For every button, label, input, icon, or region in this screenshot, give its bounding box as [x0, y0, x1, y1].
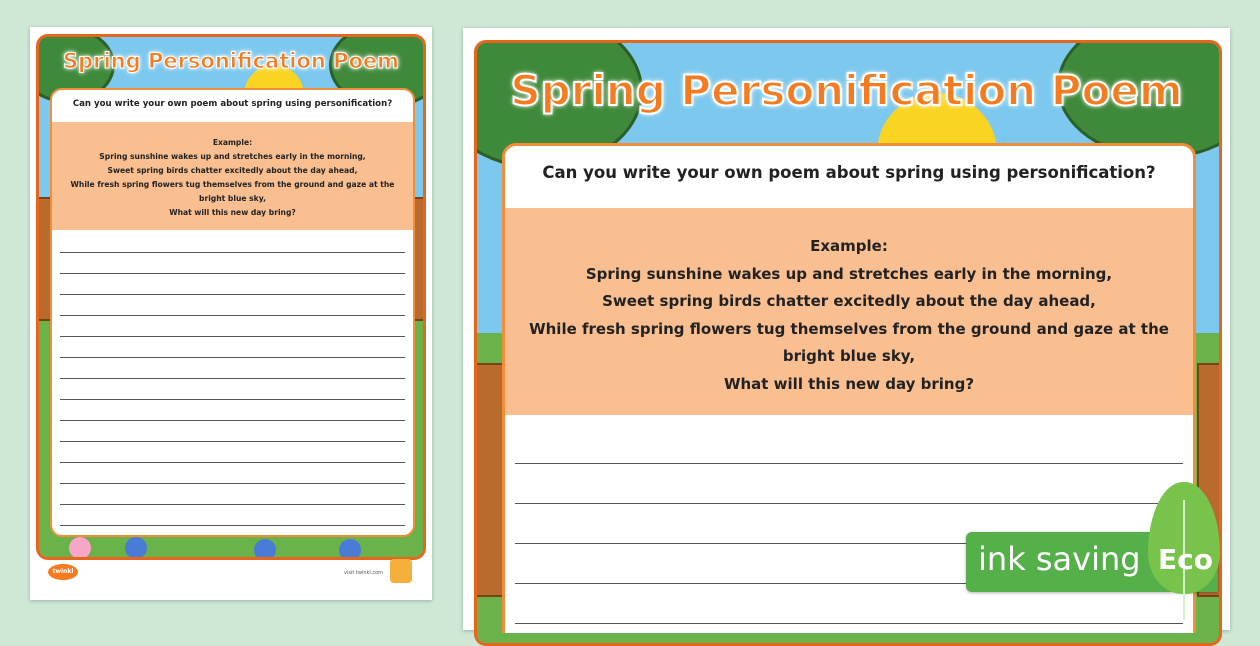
- page-title: Spring Personification Poem: [62, 49, 400, 73]
- writing-line: [60, 483, 405, 484]
- writing-line: [515, 623, 1183, 624]
- page-title: Spring Personification Poem: [510, 66, 1183, 115]
- example-box: [505, 208, 1193, 415]
- writing-line: [60, 378, 405, 379]
- example-line: Sweet spring birds chatter excitedly about the day ahead,: [107, 166, 358, 175]
- flower: [125, 537, 147, 559]
- flower: [69, 537, 91, 559]
- writing-line: [60, 252, 405, 253]
- example-line: Spring sunshine wakes up and stretches early in the morning,: [99, 152, 366, 161]
- footer-badge: [390, 559, 412, 583]
- footer-url: visit twinkl.com: [344, 570, 384, 576]
- prompt-question: Can you write your own poem about spring using personification?: [72, 99, 393, 109]
- writing-line: [60, 462, 405, 463]
- example-line: While fresh spring flowers tug themselves from the ground and gaze at the: [529, 319, 1169, 338]
- brand-logo: twinkl: [48, 564, 78, 580]
- writing-lines: [505, 415, 1193, 633]
- example-line: What will this new day bring?: [723, 374, 975, 393]
- example-line: bright blue sky,: [199, 194, 266, 203]
- writing-line: [60, 294, 405, 295]
- writing-line: [60, 525, 405, 526]
- example-box: [52, 122, 413, 230]
- writing-line: [515, 463, 1183, 464]
- poem-card: [50, 88, 415, 537]
- ink-saving-label: ink saving: [978, 540, 1141, 578]
- writing-line: [515, 503, 1183, 504]
- writing-line: [60, 273, 405, 274]
- eco-label: Eco: [1158, 543, 1213, 576]
- example-line: While fresh spring flowers tug themselves from the ground and gaze at the: [70, 180, 395, 189]
- example-heading: Example:: [212, 138, 253, 147]
- flower: [339, 539, 361, 560]
- worksheet-thumbnail[interactable]: [30, 27, 432, 600]
- writing-line: [60, 357, 405, 358]
- writing-line: [60, 315, 405, 316]
- example-line: Sweet spring birds chatter excitedly about the day ahead,: [602, 292, 1096, 311]
- writing-line: [60, 399, 405, 400]
- example-line: Spring sunshine wakes up and stretches early in the morning,: [585, 264, 1113, 283]
- writing-line: [60, 336, 405, 337]
- writing-line: [60, 504, 405, 505]
- writing-line: [60, 441, 405, 442]
- example-line: What will this new day bring?: [169, 208, 296, 217]
- example-line: bright blue sky,: [782, 347, 916, 366]
- writing-lines: [52, 230, 413, 535]
- fence-left: [474, 363, 505, 597]
- prompt-question: Can you write your own poem about spring using personification?: [542, 163, 1156, 182]
- writing-line: [60, 420, 405, 421]
- example-heading: Example:: [810, 237, 888, 255]
- flower: [254, 539, 276, 560]
